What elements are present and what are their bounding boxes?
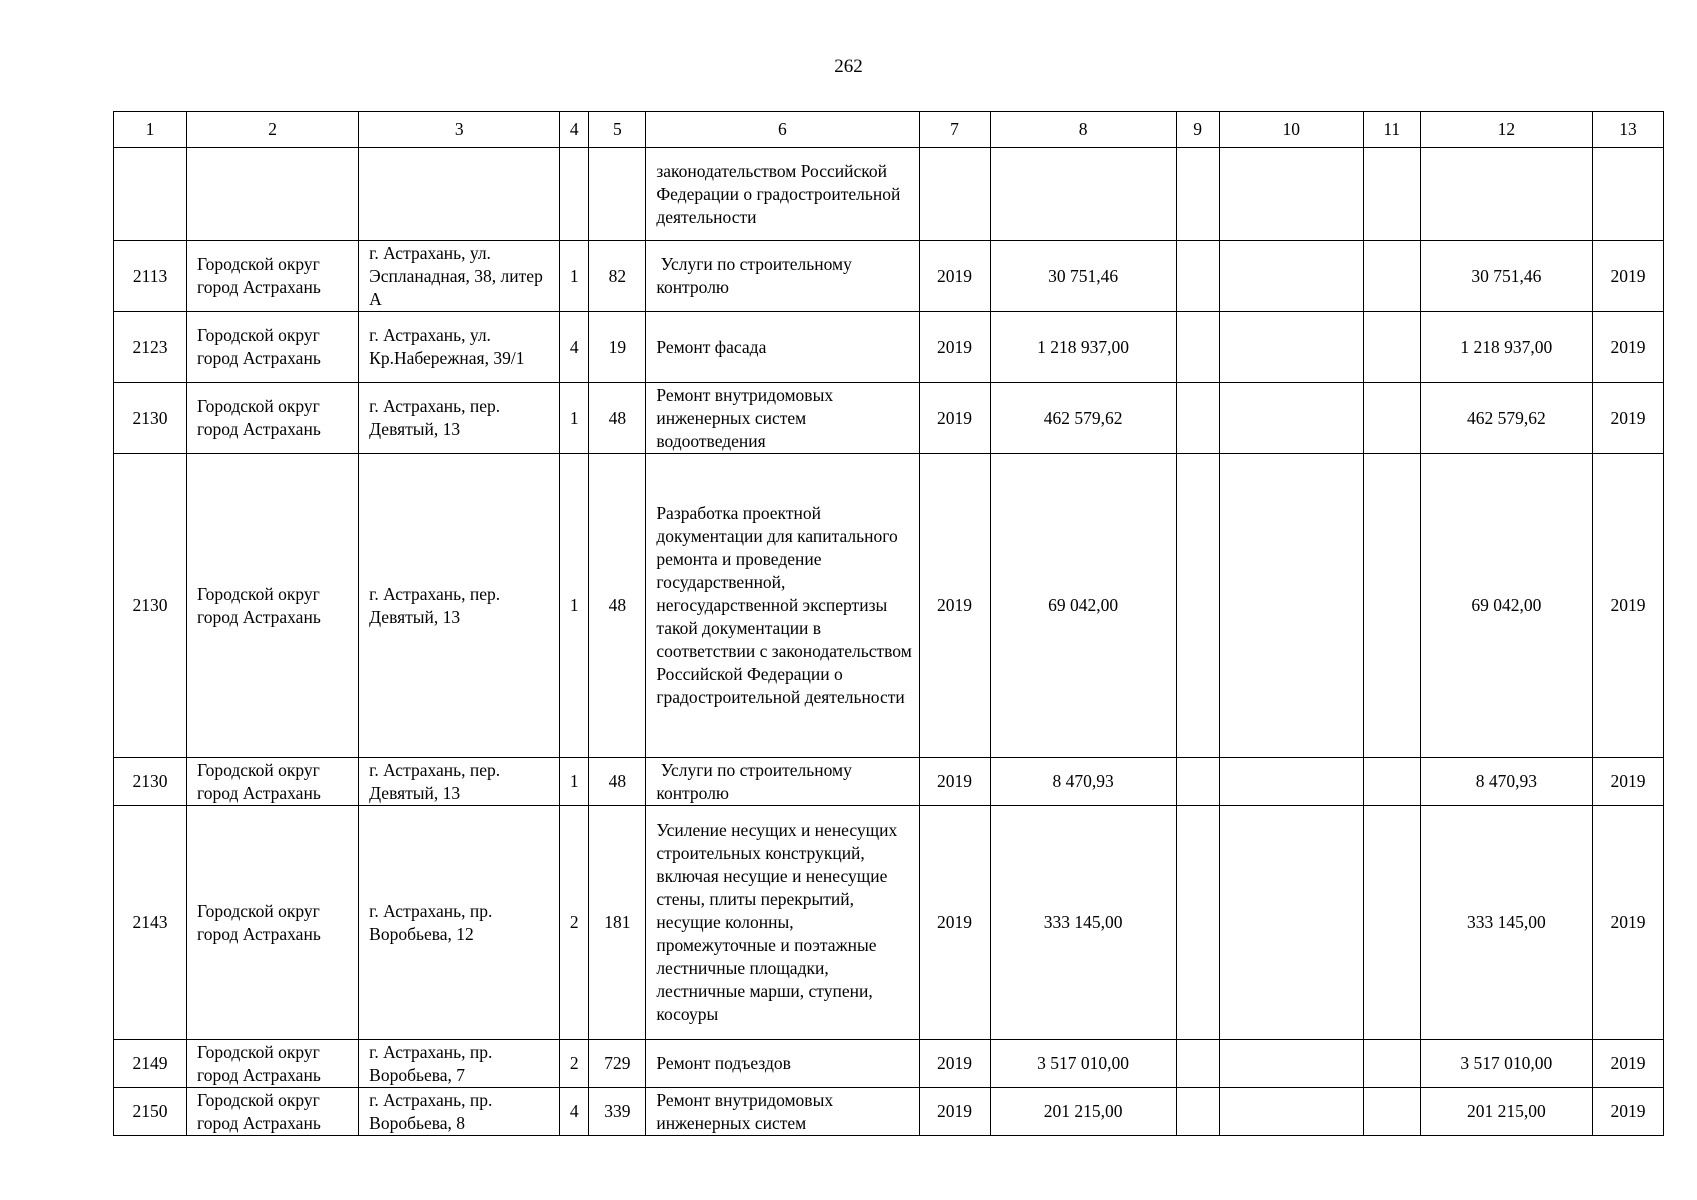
row-number: 2123 [114,312,187,383]
table-row [114,1088,1664,1136]
table-row [114,806,1664,1040]
completion-year-cell: 2019 [1592,1040,1663,1088]
cell-col9 [1176,1040,1219,1088]
cell-col11 [1363,383,1420,454]
cell-col11 [1363,241,1420,312]
column-header: 3 [359,112,560,148]
cell-col9 [1176,312,1219,383]
work-description-cell: Услуги по строительному контролю [646,241,919,312]
cell-col10 [1219,312,1363,383]
column-header: 2 [187,112,359,148]
cell-col9 [1176,241,1219,312]
municipality-cell: Городской округ город Астрахань [187,806,359,1040]
work-description-cell: Ремонт внутридомовых инженерных систем водоотведения [646,383,919,454]
completion-year-cell [1592,148,1663,241]
column-header: 4 [560,112,589,148]
cell-col4: 1 [560,241,589,312]
cell-col4: 1 [560,758,589,806]
column-header: 5 [589,112,646,148]
row-number: 2150 [114,1088,187,1136]
cell-col5: 82 [589,241,646,312]
work-description-cell: законодательством Российской Федерации о градостроительной деятельности [646,148,919,241]
table-row [114,312,1664,383]
amount-cell [990,148,1176,241]
capital-repair-table [113,111,1664,1136]
municipality-cell: Городской округ город Астрахань [187,383,359,454]
column-header: 12 [1420,112,1592,148]
address-cell: г. Астрахань, ул. Эспланадная, 38, литер А [359,241,560,312]
municipality-cell: Городской округ город Астрахань [187,758,359,806]
cell-col5: 339 [589,1088,646,1136]
column-number-row [114,112,1664,148]
row-number: 2130 [114,383,187,454]
cell-col10 [1219,1088,1363,1136]
column-header: 13 [1592,112,1663,148]
address-cell: г. Астрахань, пер. Девятый, 13 [359,758,560,806]
amount-total-cell [1420,148,1592,241]
column-header: 9 [1176,112,1219,148]
page-number: 262 [834,56,863,77]
completion-year-cell: 2019 [1592,241,1663,312]
amount-total-cell: 1 218 937,00 [1420,312,1592,383]
municipality-cell: Городской округ город Астрахань [187,454,359,758]
cell-col9 [1176,806,1219,1040]
address-cell [359,148,560,241]
cell-col9 [1176,383,1219,454]
work-description-cell: Услуги по строительному контролю [646,758,919,806]
table-row [114,148,1664,241]
year-cell: 2019 [919,758,990,806]
work-description-cell: Ремонт подъездов [646,1040,919,1088]
work-description-cell: Разработка проектной документации для капитального ремонта и проведение государственной, негосударственной экспертизы такой документации в соответствии с законодательством Российской Федерации о градостроительной деятельности [646,454,919,758]
cell-col10 [1219,383,1363,454]
completion-year-cell: 2019 [1592,454,1663,758]
address-cell: г. Астрахань, пер. Девятый, 13 [359,454,560,758]
cell-col5 [589,148,646,241]
cell-col5: 19 [589,312,646,383]
municipality-cell: Городской округ город Астрахань [187,241,359,312]
cell-col4: 1 [560,454,589,758]
completion-year-cell: 2019 [1592,806,1663,1040]
table-row [114,241,1664,312]
table-row [114,758,1664,806]
municipality-cell: Городской округ город Астрахань [187,1088,359,1136]
amount-total-cell: 8 470,93 [1420,758,1592,806]
work-description-cell: Усиление несущих и ненесущих строительных конструкций, включая несущие и ненесущие стены, плиты перекрытий, несущие колонны, промежуточные и поэтажные лестничные площадки, лестничные марши, ступени, косоуры [646,806,919,1040]
cell-col11 [1363,312,1420,383]
cell-col11 [1363,758,1420,806]
year-cell: 2019 [919,806,990,1040]
table-row [114,383,1664,454]
table-row [114,1040,1664,1088]
cell-col10 [1219,1040,1363,1088]
cell-col10 [1219,241,1363,312]
amount-cell: 462 579,62 [990,383,1176,454]
completion-year-cell: 2019 [1592,758,1663,806]
cell-col4 [560,148,589,241]
amount-cell: 3 517 010,00 [990,1040,1176,1088]
year-cell: 2019 [919,1088,990,1136]
amount-total-cell: 30 751,46 [1420,241,1592,312]
row-number: 2130 [114,454,187,758]
address-cell: г. Астрахань, пр. Воробьева, 12 [359,806,560,1040]
municipality-cell: Городской округ город Астрахань [187,1040,359,1088]
address-cell: г. Астрахань, ул. Кр.Набережная, 39/1 [359,312,560,383]
amount-total-cell: 3 517 010,00 [1420,1040,1592,1088]
column-header: 8 [990,112,1176,148]
year-cell: 2019 [919,1040,990,1088]
cell-col5: 48 [589,454,646,758]
cell-col4: 4 [560,312,589,383]
amount-total-cell: 201 215,00 [1420,1088,1592,1136]
work-description-cell: Ремонт внутридомовых инженерных систем [646,1088,919,1136]
address-cell: г. Астрахань, пр. Воробьева, 7 [359,1040,560,1088]
cell-col5: 181 [589,806,646,1040]
amount-total-cell: 69 042,00 [1420,454,1592,758]
cell-col10 [1219,806,1363,1040]
address-cell: г. Астрахань, пер. Девятый, 13 [359,383,560,454]
completion-year-cell: 2019 [1592,312,1663,383]
cell-col4: 1 [560,383,589,454]
cell-col4: 4 [560,1088,589,1136]
cell-col11 [1363,454,1420,758]
year-cell: 2019 [919,312,990,383]
amount-cell: 8 470,93 [990,758,1176,806]
cell-col9 [1176,148,1219,241]
completion-year-cell: 2019 [1592,383,1663,454]
amount-cell: 30 751,46 [990,241,1176,312]
row-number: 2149 [114,1040,187,1088]
amount-cell: 69 042,00 [990,454,1176,758]
year-cell [919,148,990,241]
cell-col5: 729 [589,1040,646,1088]
cell-col4: 2 [560,806,589,1040]
year-cell: 2019 [919,454,990,758]
cell-col5: 48 [589,758,646,806]
row-number [114,148,187,241]
column-header: 6 [646,112,919,148]
column-header: 1 [114,112,187,148]
column-header: 11 [1363,112,1420,148]
cell-col5: 48 [589,383,646,454]
completion-year-cell: 2019 [1592,1088,1663,1136]
table-row [114,454,1664,758]
row-number: 2143 [114,806,187,1040]
cell-col11 [1363,148,1420,241]
column-header: 7 [919,112,990,148]
year-cell: 2019 [919,241,990,312]
cell-col4: 2 [560,1040,589,1088]
amount-cell: 1 218 937,00 [990,312,1176,383]
work-description-cell: Ремонт фасада [646,312,919,383]
year-cell: 2019 [919,383,990,454]
cell-col9 [1176,1088,1219,1136]
address-cell: г. Астрахань, пр. Воробьева, 8 [359,1088,560,1136]
row-number: 2113 [114,241,187,312]
amount-total-cell: 333 145,00 [1420,806,1592,1040]
cell-col9 [1176,758,1219,806]
cell-col11 [1363,1088,1420,1136]
amount-total-cell: 462 579,62 [1420,383,1592,454]
cell-col9 [1176,454,1219,758]
cell-col10 [1219,148,1363,241]
column-header: 10 [1219,112,1363,148]
amount-cell: 201 215,00 [990,1088,1176,1136]
cell-col10 [1219,758,1363,806]
row-number: 2130 [114,758,187,806]
cell-col11 [1363,806,1420,1040]
amount-cell: 333 145,00 [990,806,1176,1040]
cell-col10 [1219,454,1363,758]
municipality-cell [187,148,359,241]
cell-col11 [1363,1040,1420,1088]
municipality-cell: Городской округ город Астрахань [187,312,359,383]
